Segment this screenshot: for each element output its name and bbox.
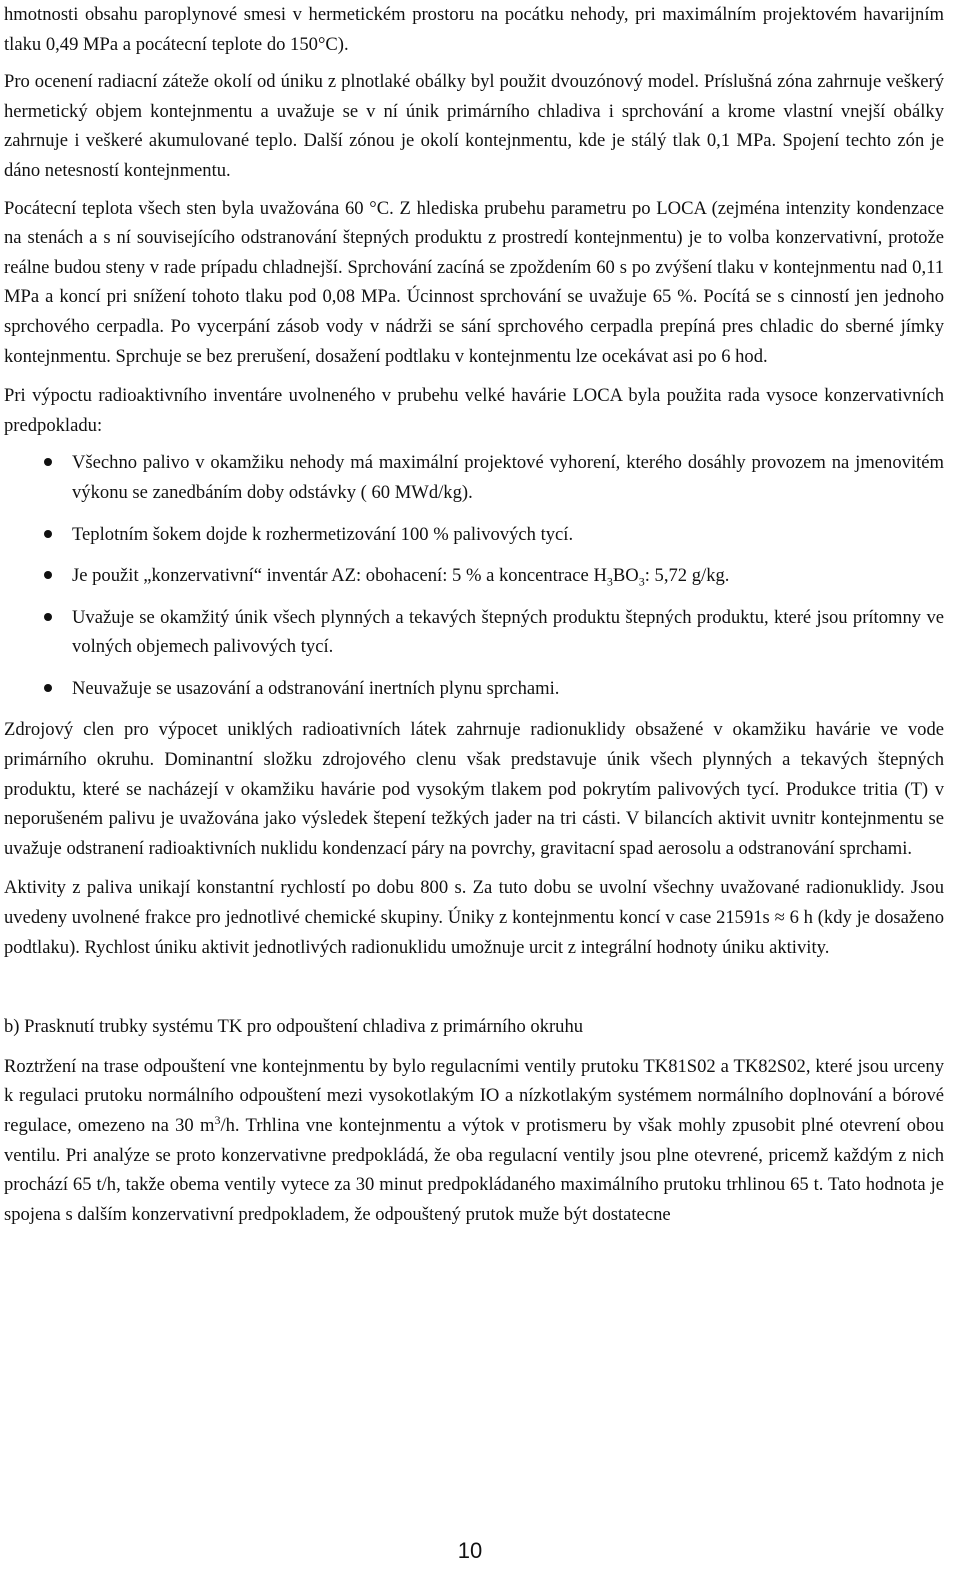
list-item-text: Všechno palivo v okamžiku nehody má maximální projektové vyhorení, kterého dosáhly provozem na jmenovitém výkonu se zanedbáním doby odstávky ( 60 MWd/kg). [72,452,944,503]
paragraph-inventory-intro: Pri výpoctu radioaktivního inventáre uvolneného v prubehu velké havárie LOCA byla použita rada vysoce konzervativních predpokladu: [4,385,944,436]
formula-text: BO [612,565,639,587]
paragraph-pipe-rupture [4,1052,944,1230]
list-item [4,448,944,507]
paragraph-source-term: Zdrojový clen pro výpocet uniklých radioativních látek zahrnuje radionuklidy obsažené v okamžiku havárie ve vode primárního okruhu. Dominantní složku zdrojového clenu však predstavuje únik všech plynných a tekavých štepných produktu, které se nacházejí v okamžiku havárie pod vysokým tlakem pod pokrytím palivových tycí. Produkce tritia (T) v neporušeném palivu je uvažována jako výsledek štepení težkých jader na tri cásti. V bilancích aktivit uvnitr kontejnmentu se uvažuje odstranení radioaktivních nuklidu kondenzací páry na povrchy, gravitacní spad aerosolu a odstranování sprchami. [4,719,944,859]
list-item-text-start: Je použit „konzervativní“ inventár AZ: obohacení: 5 % a koncentrace H [72,565,607,587]
list-item-text-end: : 5,72 g/kg. [644,565,730,587]
bullet-dot-icon [44,684,52,692]
paragraph-pressure-conditions: hmotnosti obsahu paroplynové smesi v hermetickém prostoru na pocátku nehody, pri maximálním projektovém havarijním tlaku 0,49 MPa a pocátecní teplote do 150°C). [4,4,944,55]
bullet-dot-icon [44,530,52,538]
paragraph-wall-temperature: Pocátecní teplota všech sten byla uvažována 60 °C. Z hlediska prubehu parametru po LOCA (zejména intenzity kondenzace na stenách a s ní souvisejícího odstranování štepných produktu z prostredí kontejnmentu) je to volba konzervativní, protože reálne budou steny v rade prípadu chladnejší. Sprchování zacíná se zpoždením 60 s po zvýšení tlaku v kontejnmentu nad 0,11 MPa a koncí pri snížení tohoto tlaku pod 0,08 MPa. Úcinnost sprchování se uvažuje 65 %. Pocítá se s cinností jen jednoho sprchového cerpadla. Po vycerpání zásob vody v nádrži se sání sprchového cerpadla prepíná pres chladic do sberné jímky kontejnmentu. Sprchuje se bez prerušení, dosažení podtlaku v kontejnmentu lze ocekávat asi po 6 hod. [4,197,944,367]
superscript: 3 [214,1112,221,1127]
document-body [4,0,944,1229]
list-item [4,520,944,550]
list-item [4,603,944,662]
paragraph-release-rate: Aktivity z paliva unikají konstantní rychlostí po dobu 800 s. Za tuto dobu se uvolní všechny uvažované radionuklidy. Jsou uvedeny uvolnené frakce pro jednotlivé chemické skupiny. Úniky z kontejnmentu koncí v case 21591s ≈ 6 h (kdy je dosaženo podtlaku). Rychlost úniku aktivit jednotlivých radionuklidu umožnuje urcit z integrální hodnoty úniku aktivity. [4,877,944,958]
bullet-dot-icon [44,613,52,621]
list-item-text: Uvažuje se okamžitý únik všech plynných a tekavých štepných produktu štepných produktu, které jsou prítomny ve volných objemech palivových tycí. [72,606,944,658]
subscript: 3 [638,574,645,589]
list-item [4,561,944,591]
subscript: 3 [606,574,613,589]
assumptions-list [4,448,944,703]
paragraph-text-end: /h. Trhlina vne kontejnmentu a výtok v protismeru by však mohly zpusobit plné otevrení obou ventilu. Pri analýze se proto konzervativne predpokládá, že oba regulacní ventily jsou plne otevrené, pricemž každým z nich prochází 65 t/h, takže obema ventily vytece za 30 minut predpokládaného maximálního prutoku trhlinou 65 t. Tato hodnota je spojena s dalším konzervativní predpokladem, že odpouštený prutok muže být dostatecne [4,1115,944,1225]
paragraph-two-zone-model: Pro ocenení radiacní záteže okolí od úniku z plnotlaké obálky byl použit dvouzónový model. Príslušná zóna zahrnuje veškerý hermetický objem kontejnmentu a uvažuje se v ní únik primárního chladiva i sprchování a krome vlastní vnejší obálky zahrnuje i veškeré akumulované teplo. Další zónou je okolí kontejnmentu, kde je stálý tlak 0,1 MPa. Spojení techto zón je dáno netesností kontejnmentu. [4,71,944,181]
list-item-text: Teplotním šokem dojde k rozhermetizování 100 % palivových tycí. [72,523,574,545]
section-heading-b: b) Prasknutí trubky systému TK pro odpouštení chladiva z primárního okruhu [4,1016,584,1038]
list-item-text: Neuvažuje se usazování a odstranování inertních plynu sprchami. [72,677,560,699]
page-number: 10 [457,1538,483,1563]
list-item-text [4,561,944,591]
paragraph-text-start: Roztržení na trase odpouštení vne kontejnmentu by bylo regulacními ventily prutoku TK81S02 a TK82S02, které jsou urceny k regulaci prutoku normálního odpouštení mezi vysokotlakým IO a nízkotlakým systémem normálního doplnování a bórové regulace, omezeno na 30 m [4,1055,944,1136]
list-item [4,674,944,704]
